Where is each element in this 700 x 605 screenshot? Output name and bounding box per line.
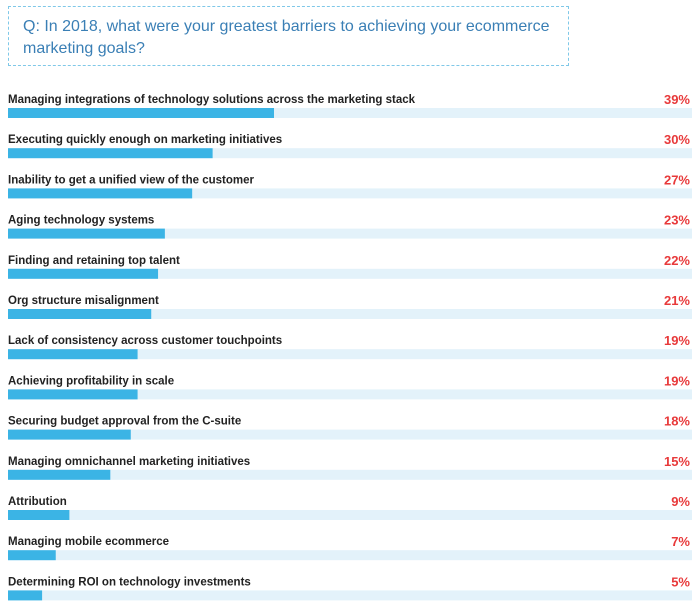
category-label: Lack of consistency across customer touchpoints bbox=[8, 335, 283, 348]
bar bbox=[8, 148, 213, 158]
bar bbox=[8, 309, 151, 319]
value-label: 7% bbox=[671, 534, 690, 550]
value-label: 27% bbox=[663, 172, 690, 188]
bar-track bbox=[8, 510, 692, 520]
value-label: 22% bbox=[663, 252, 690, 268]
bar bbox=[8, 349, 138, 359]
category-label: Determining ROI on technology investments bbox=[8, 576, 251, 589]
bar-track bbox=[8, 550, 692, 560]
bar-track bbox=[8, 590, 692, 600]
bar bbox=[8, 229, 165, 239]
value-label: 30% bbox=[663, 132, 690, 148]
category-label: Achieving profitability in scale bbox=[8, 375, 175, 388]
value-label: 15% bbox=[663, 453, 690, 469]
bar bbox=[8, 269, 158, 279]
bar bbox=[8, 188, 192, 198]
value-label: 19% bbox=[663, 373, 690, 389]
question-text: Q: In 2018, what were your greatest barriers to achieving your ecommerce marketing goals? bbox=[23, 18, 550, 57]
bar bbox=[8, 470, 110, 480]
value-label: 5% bbox=[671, 574, 690, 590]
value-label: 23% bbox=[663, 212, 690, 228]
category-label: Inability to get a unified view of the customer bbox=[8, 174, 255, 187]
value-label: 19% bbox=[663, 333, 690, 349]
value-label: 18% bbox=[663, 413, 690, 429]
category-label: Org structure misalignment bbox=[8, 295, 159, 307]
bar bbox=[8, 510, 69, 520]
bar bbox=[8, 590, 42, 600]
value-label: 39% bbox=[663, 92, 690, 107]
category-label: Managing mobile ecommerce bbox=[8, 536, 170, 549]
category-label: Executing quickly enough on marketing initiatives bbox=[8, 134, 283, 147]
category-label: Finding and retaining top talent bbox=[8, 254, 180, 267]
bar-track bbox=[8, 470, 692, 480]
category-label: Securing budget approval from the C-suite bbox=[8, 415, 242, 428]
category-label: Managing omnichannel marketing initiatives bbox=[8, 455, 251, 468]
bar bbox=[8, 389, 138, 399]
bar bbox=[8, 550, 56, 560]
category-label: Aging technology systems bbox=[8, 214, 155, 227]
category-label: Managing integrations of technology solutions across the marketing stack bbox=[8, 94, 416, 106]
bar bbox=[8, 430, 131, 440]
value-label: 21% bbox=[663, 293, 690, 308]
category-label: Attribution bbox=[8, 496, 67, 508]
bar bbox=[8, 108, 274, 118]
value-label: 9% bbox=[671, 494, 690, 509]
